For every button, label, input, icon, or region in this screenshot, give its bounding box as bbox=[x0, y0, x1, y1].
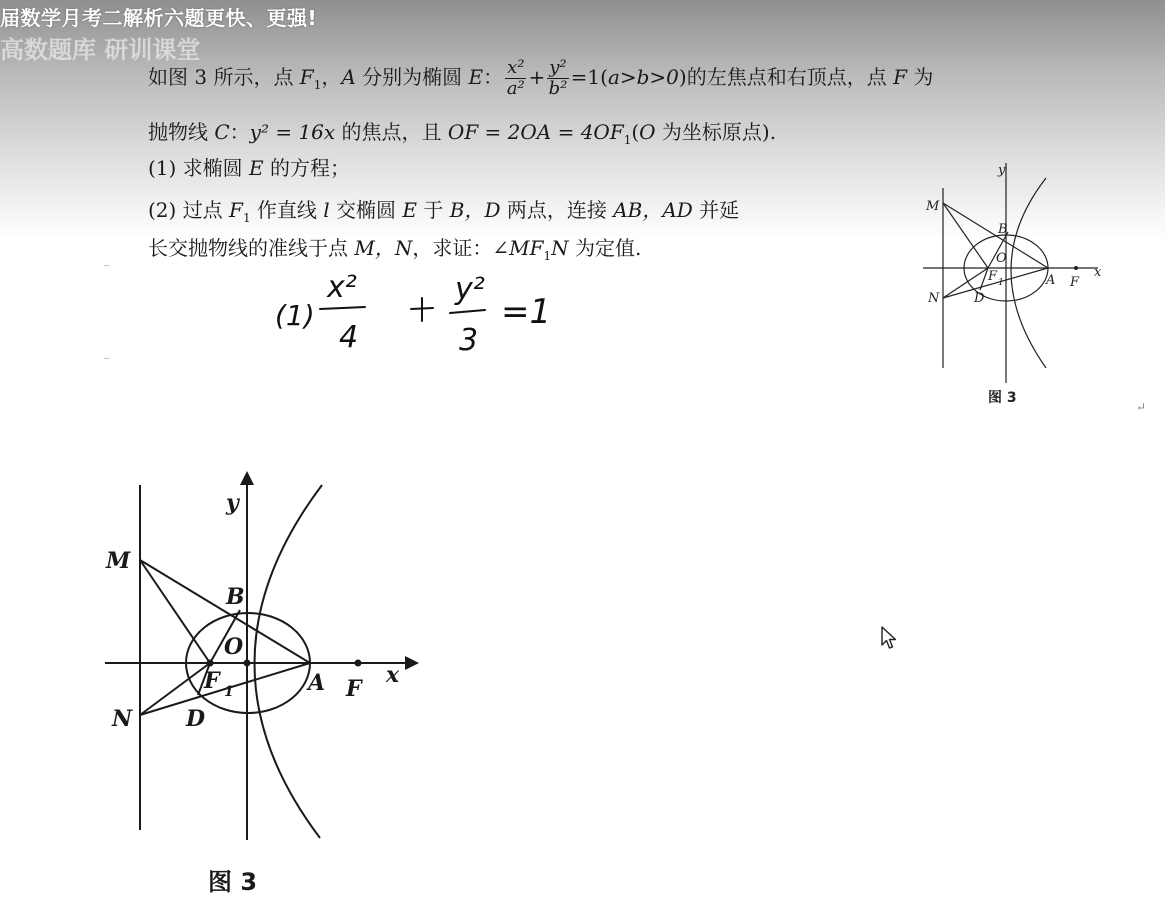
text: (2) 过点 bbox=[148, 198, 230, 222]
label-y: y bbox=[998, 163, 1006, 178]
text: 并延 bbox=[692, 198, 740, 222]
scan-dash bbox=[104, 265, 110, 266]
line-MF1 bbox=[140, 560, 210, 663]
label-y: y bbox=[226, 490, 239, 516]
text: ( bbox=[631, 120, 640, 144]
label-x: x bbox=[386, 662, 400, 688]
text: 如图 3 所示，点 bbox=[148, 65, 300, 89]
label-B: B bbox=[226, 584, 245, 610]
text: 为定值. bbox=[568, 236, 642, 260]
text: ，求证： bbox=[412, 236, 493, 260]
text: 两点，连接 bbox=[500, 198, 614, 222]
label-A: A bbox=[308, 670, 326, 696]
label-F1-sub: 1 bbox=[998, 278, 1004, 288]
var-F: F bbox=[893, 65, 907, 89]
label-F: F bbox=[1070, 275, 1080, 290]
points-BD: B，D bbox=[449, 198, 501, 222]
text: 为 bbox=[906, 65, 934, 89]
label-D: D bbox=[974, 291, 985, 306]
parabola-equation: y² = 16x bbox=[249, 120, 336, 144]
watermark: 高数题库 研训课堂 bbox=[0, 36, 201, 64]
return-mark-icon: ↵ bbox=[1136, 400, 1147, 414]
hw-num2: y² bbox=[455, 272, 485, 307]
problem-line-1 bbox=[148, 58, 933, 99]
text: 的焦点，且 bbox=[335, 120, 448, 144]
parabola bbox=[254, 485, 322, 838]
var-A: A bbox=[341, 65, 356, 89]
handwritten-answer bbox=[275, 265, 565, 355]
sub-1: 1 bbox=[313, 78, 322, 92]
condition: a>b>0 bbox=[607, 65, 679, 89]
frac-num: x² bbox=[507, 57, 525, 78]
figure-caption-small: 图 3 bbox=[988, 390, 1017, 406]
label-x: x bbox=[1094, 265, 1102, 280]
problem-line-2 bbox=[148, 116, 776, 147]
text: 抛物线 bbox=[148, 120, 215, 144]
var-E: E bbox=[468, 65, 484, 89]
var-O: O bbox=[639, 120, 656, 144]
figure-caption-large: 图 3 bbox=[208, 868, 258, 896]
label-O: O bbox=[224, 634, 244, 660]
text: ， bbox=[321, 65, 342, 89]
segments-AB-AD: AB，AD bbox=[613, 198, 693, 222]
text: 于 bbox=[417, 198, 450, 222]
problem-line-5 bbox=[148, 232, 641, 263]
hw-den2: 3 bbox=[459, 323, 479, 355]
hw-prefix: (1) bbox=[275, 299, 315, 332]
problem-line-3 bbox=[148, 152, 350, 181]
label-F1: F bbox=[204, 668, 220, 694]
label-M: M bbox=[926, 199, 940, 214]
sub-1: 1 bbox=[242, 211, 251, 225]
hw-eq: =1 bbox=[501, 292, 552, 332]
var-F: F bbox=[229, 198, 243, 222]
label-N: N bbox=[928, 291, 940, 306]
label-A: A bbox=[1046, 273, 1056, 288]
label-M: M bbox=[106, 548, 131, 574]
text: 分别为椭圆 bbox=[355, 65, 469, 89]
mouse-pointer-icon bbox=[880, 625, 898, 651]
text: ： bbox=[229, 120, 250, 144]
hw-den1: 4 bbox=[339, 320, 359, 355]
point-F1 bbox=[207, 660, 214, 667]
figure-small bbox=[918, 158, 1118, 418]
label-O: O bbox=[996, 251, 1007, 266]
text: 长交抛物线的准线于点 bbox=[148, 236, 355, 260]
var-E: E bbox=[249, 156, 264, 180]
scan-dash bbox=[104, 358, 110, 359]
frac-num: y² bbox=[549, 57, 567, 78]
text: ： bbox=[483, 65, 504, 89]
var-N: N bbox=[551, 236, 569, 260]
figure-large bbox=[100, 470, 430, 900]
text: 作直线 bbox=[250, 198, 324, 222]
fraction-y-over-b bbox=[547, 58, 568, 99]
var-C: C bbox=[214, 120, 230, 144]
label-N: N bbox=[112, 706, 133, 732]
relation: OF = 2OA = 4OF bbox=[447, 120, 624, 144]
label-B: B bbox=[998, 222, 1008, 237]
plus-sign: + bbox=[528, 65, 546, 89]
sub-1: 1 bbox=[543, 249, 552, 263]
video-title: 届数学月考二解析六题更快、更强! bbox=[0, 6, 318, 30]
text: =1( bbox=[570, 65, 608, 89]
problem-line-4 bbox=[148, 194, 739, 225]
angle-MF1N: ∠MF bbox=[492, 236, 544, 260]
frac-den: a² bbox=[506, 78, 525, 99]
text: 的左焦点和右顶点，点 bbox=[686, 65, 894, 89]
label-F1-sub: 1 bbox=[224, 684, 234, 700]
frac-den: b² bbox=[548, 78, 568, 99]
text: 交椭圆 bbox=[329, 198, 403, 222]
var-l: l bbox=[323, 198, 330, 222]
text: 的方程； bbox=[263, 156, 351, 180]
point-O bbox=[244, 660, 251, 667]
fraction-x-over-a bbox=[505, 58, 526, 99]
label-F: F bbox=[346, 676, 362, 702]
text: 为坐标原点). bbox=[655, 120, 777, 144]
label-D: D bbox=[186, 706, 206, 732]
points-MN: M，N bbox=[354, 236, 413, 260]
focus-point bbox=[1074, 266, 1078, 270]
var-E: E bbox=[402, 198, 418, 222]
text: (1) 求椭圆 bbox=[148, 156, 250, 180]
text: ) bbox=[678, 65, 687, 89]
var-F: F bbox=[299, 65, 314, 89]
label-F1: F bbox=[988, 269, 998, 284]
hw-num1: x² bbox=[327, 270, 357, 305]
point-F bbox=[355, 660, 362, 667]
sub-1: 1 bbox=[623, 133, 632, 147]
